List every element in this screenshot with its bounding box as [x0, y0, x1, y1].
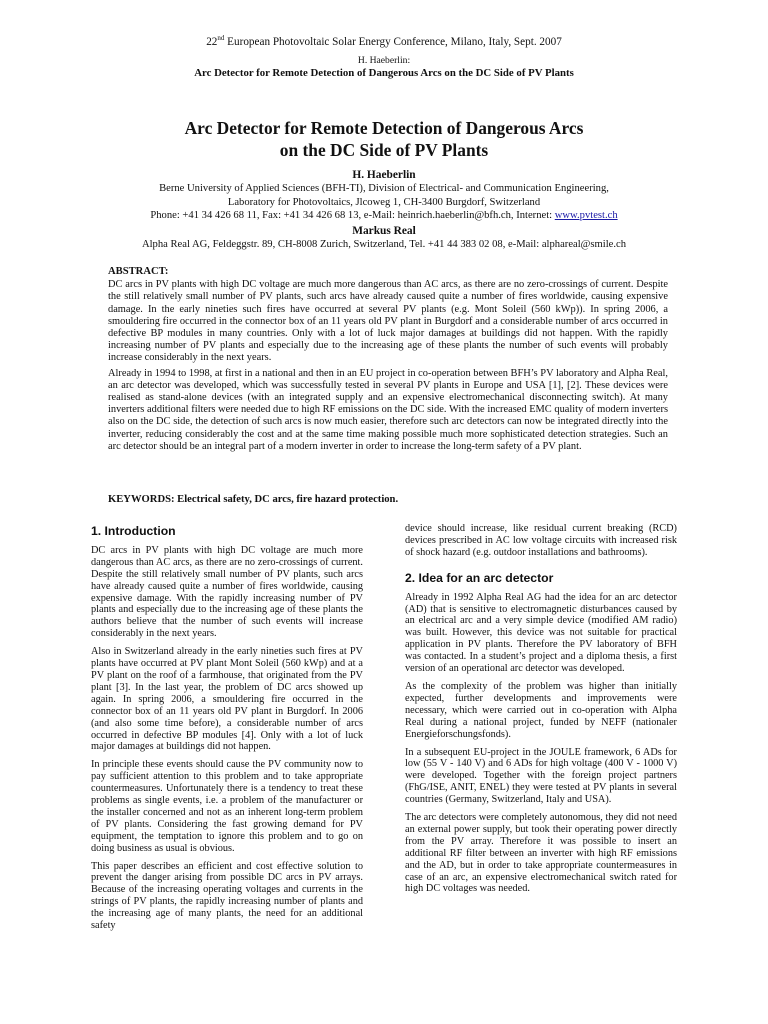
author-2-name: Markus Real	[352, 225, 416, 237]
abstract-heading: ABSTRACT:	[108, 266, 169, 277]
intro-paragraph-2: Also in Switzerland already in the early nineties such fires at PV plants have occurred at PV plant Mont Soleil (560 kWp) and at a PV plant on the roof of a farmhouse, that originated from the PV plant [3]. In the last year, the problem of DC arcs showed up again. In spring 2006, a smouldering fire occurred in the connector box of an 11 years old PV plant in Burgdorf. In 2006 (and also some time before), a considerable number of arcs occurred in defective BP modules [4]. Only with a lot of luck major damages at buildings did not happen.	[91, 646, 363, 753]
website-link[interactable]: www.pvtest.ch	[554, 210, 618, 221]
abstract	[108, 266, 668, 456]
section-heading-introduction: 1. Introduction	[91, 524, 176, 538]
idea-paragraph-3: In a subsequent EU-project in the JOULE framework, 6 ADs for low (55 V - 140 V) and 6 ADs for high voltage (400 V - 1000 V) were developed. Together with the foreign project partners (FhG/ISE, ANIT, ENEL) they were tested at PV plants in several countries (Germany, Switzerland, Italy and USA).	[405, 746, 677, 806]
idea-paragraph-1: Already in 1992 Alpha Real AG had the idea for an arc detector (AD) that is sensitive to electromagnetic disturbances caused by an electrical arc and a very simple device (modified AM radio) was built. However, this device was not suitable for practical application in PV plants. Therefore the PV laboratory of BFH was contacted. In a student’s project and a diploma thesis, a first version of an operational arc detector was developed.	[405, 591, 677, 675]
author-1-affiliation-1: Berne University of Applied Sciences (BFH-TI), Division of Electrical- and Communication Engineering,	[159, 183, 609, 194]
section-heading-idea: 2. Idea for an arc detector	[405, 570, 554, 585]
intro-paragraph-3: In principle these events should cause the PV community now to pay sufficient attention to this problem and to take appropriate countermeasures. Unfortunately there is a tendency to treat these problems as single events, i.e. a problem of the manufacturer or the installer concerned and not as an inherent long-term problem of PV plants. Considering the fast growing demand for PV equipment, the temptation to ignore this problem and to go on doing business as usual is obvious.	[91, 759, 363, 854]
author-1-contact	[0, 209, 768, 223]
author-2-affiliation: Alpha Real AG, Feldeggstr. 89, CH-8008 Zurich, Switzerland, Tel. +41 44 383 02 08, e-Mail: alphareal@smile.ch	[141, 239, 627, 250]
conference-number: 22	[206, 36, 218, 48]
running-author: H. Haeberlin:	[357, 55, 411, 66]
author-1-affiliation-2: Laboratory for Photovoltaics, Jlcoweg 1, CH-3400 Burgdorf, Switzerland	[227, 197, 541, 208]
abstract-paragraph-1: DC arcs in PV plants with high DC voltage are much more dangerous than AC arcs, as there are no zero-crossings of current. Despite the still relatively small number of PV plants, such arcs have already caused quite a number of fires worldwide, causing expensive damage. In the early nineties such fires have occurred at several PV plants (e.g. Mont Soleil (560 kWp)). In spring 2006, a smouldering fire occurred in the connector box of an 11 years old PV plant in Burgdorf and a considerable number of arcs occurred in defective BP modules in many countries. Only with a lot of luck major damages at buildings did not happen. With the rapidly increasing number of PV plants and especially due to the increasing age of these plants the number of such events will probably increase considerably in the next years.	[108, 279, 668, 364]
left-column	[91, 523, 363, 938]
paper-title-line-2: on the DC Side of PV Plants	[279, 140, 489, 160]
running-title: Arc Detector for Remote Detection of Dangerous Arcs on the DC Side of PV Plants	[194, 67, 574, 79]
abstract-paragraph-2: Already in 1994 to 1998, at first in a national and then in an EU project in co-operation between BFH’s PV laboratory and Alpha Real, an arc detector was developed, which was successfully tested in several PV plants in Europe and USA [1], [2]. These devices were realised as stand-alone devices (with an integrated supply and an expensive electromechanical disconnecting switch). At many inverters additional filters were needed due to high RF emissions on the DC side. With the increased EMC quality of modern inverters also on the DC side, the detection of such arcs is now much easier, therefore such arc detectors can now be integrated directly into the inverter, reducing considerably the cost and at the same time making possible much more sophisticated detection strategies. Such an arc detector should be an integral part of a modern inverter in order to increase the long-term safety of a PV plant.	[108, 367, 668, 452]
intro-paragraph-1: DC arcs in PV plants with high DC voltage are much more dangerous than AC arcs, as there are no zero-crossings of current. Despite the still relatively small number of PV plants, such arcs have already caused quite a number of fires worldwide, causing expensive damage. With the rapidly increasing number of PV plants and especially due to the increasing age of these plants the authors believe that the number of such events will increase considerably in the next years.	[91, 544, 363, 640]
right-column	[405, 523, 677, 901]
intro-paragraph-4: This paper describes an efficient and cost effective solution to prevent the danger arising from possible DC arcs in PV arrays. Because of the increasing operating voltages and currents in the strings of PV plants, the rapidly increasing number of plants and the increasing age of many plants, the need for an additional safety	[91, 860, 363, 932]
author-1-name: H. Haeberlin	[352, 169, 416, 181]
idea-paragraph-2: As the complexity of the problem was higher than initially expected, further developments and improvements were necessary, which were carried out in co-operation with Alpha Real during a national project, funded by NEFF (nationaler Energieforschungsfonds).	[405, 680, 677, 740]
conference-ordinal: nd	[217, 34, 225, 42]
idea-paragraph-4: The arc detectors were completely autonomous, they did not need an external power supply, but took their operating power directly from the PV array. Therefore it was possible to insert an additional RF filter between an inverter with high RF emissions and the AD, but in order to take appropriate countermeasures in case of an arc, an expensive electromechanical switch rated for high DC voltages was needed.	[405, 812, 677, 895]
paper-title	[0, 117, 768, 161]
author-1-contact-text: Phone: +41 34 426 68 11, Fax: +41 34 426 68 13, e-Mail: heinrich.haeberlin@bfh.ch, Internet:	[150, 210, 555, 221]
conference-header	[0, 36, 768, 48]
conference-name: European Photovoltaic Solar Energy Conference, Milano, Italy, Sept. 2007	[224, 36, 562, 48]
intro-paragraph-continuation: device should increase, like residual current breaking (RCD) devices prescribed in AC low voltage circuits with increased risk of shock hazard (e.g. outdoor installations and bathrooms).	[405, 523, 677, 558]
keywords: KEYWORDS: Electrical safety, DC arcs, fire hazard protection.	[108, 494, 399, 505]
paper-title-line-1: Arc Detector for Remote Detection of Dangerous Arcs	[184, 118, 584, 138]
